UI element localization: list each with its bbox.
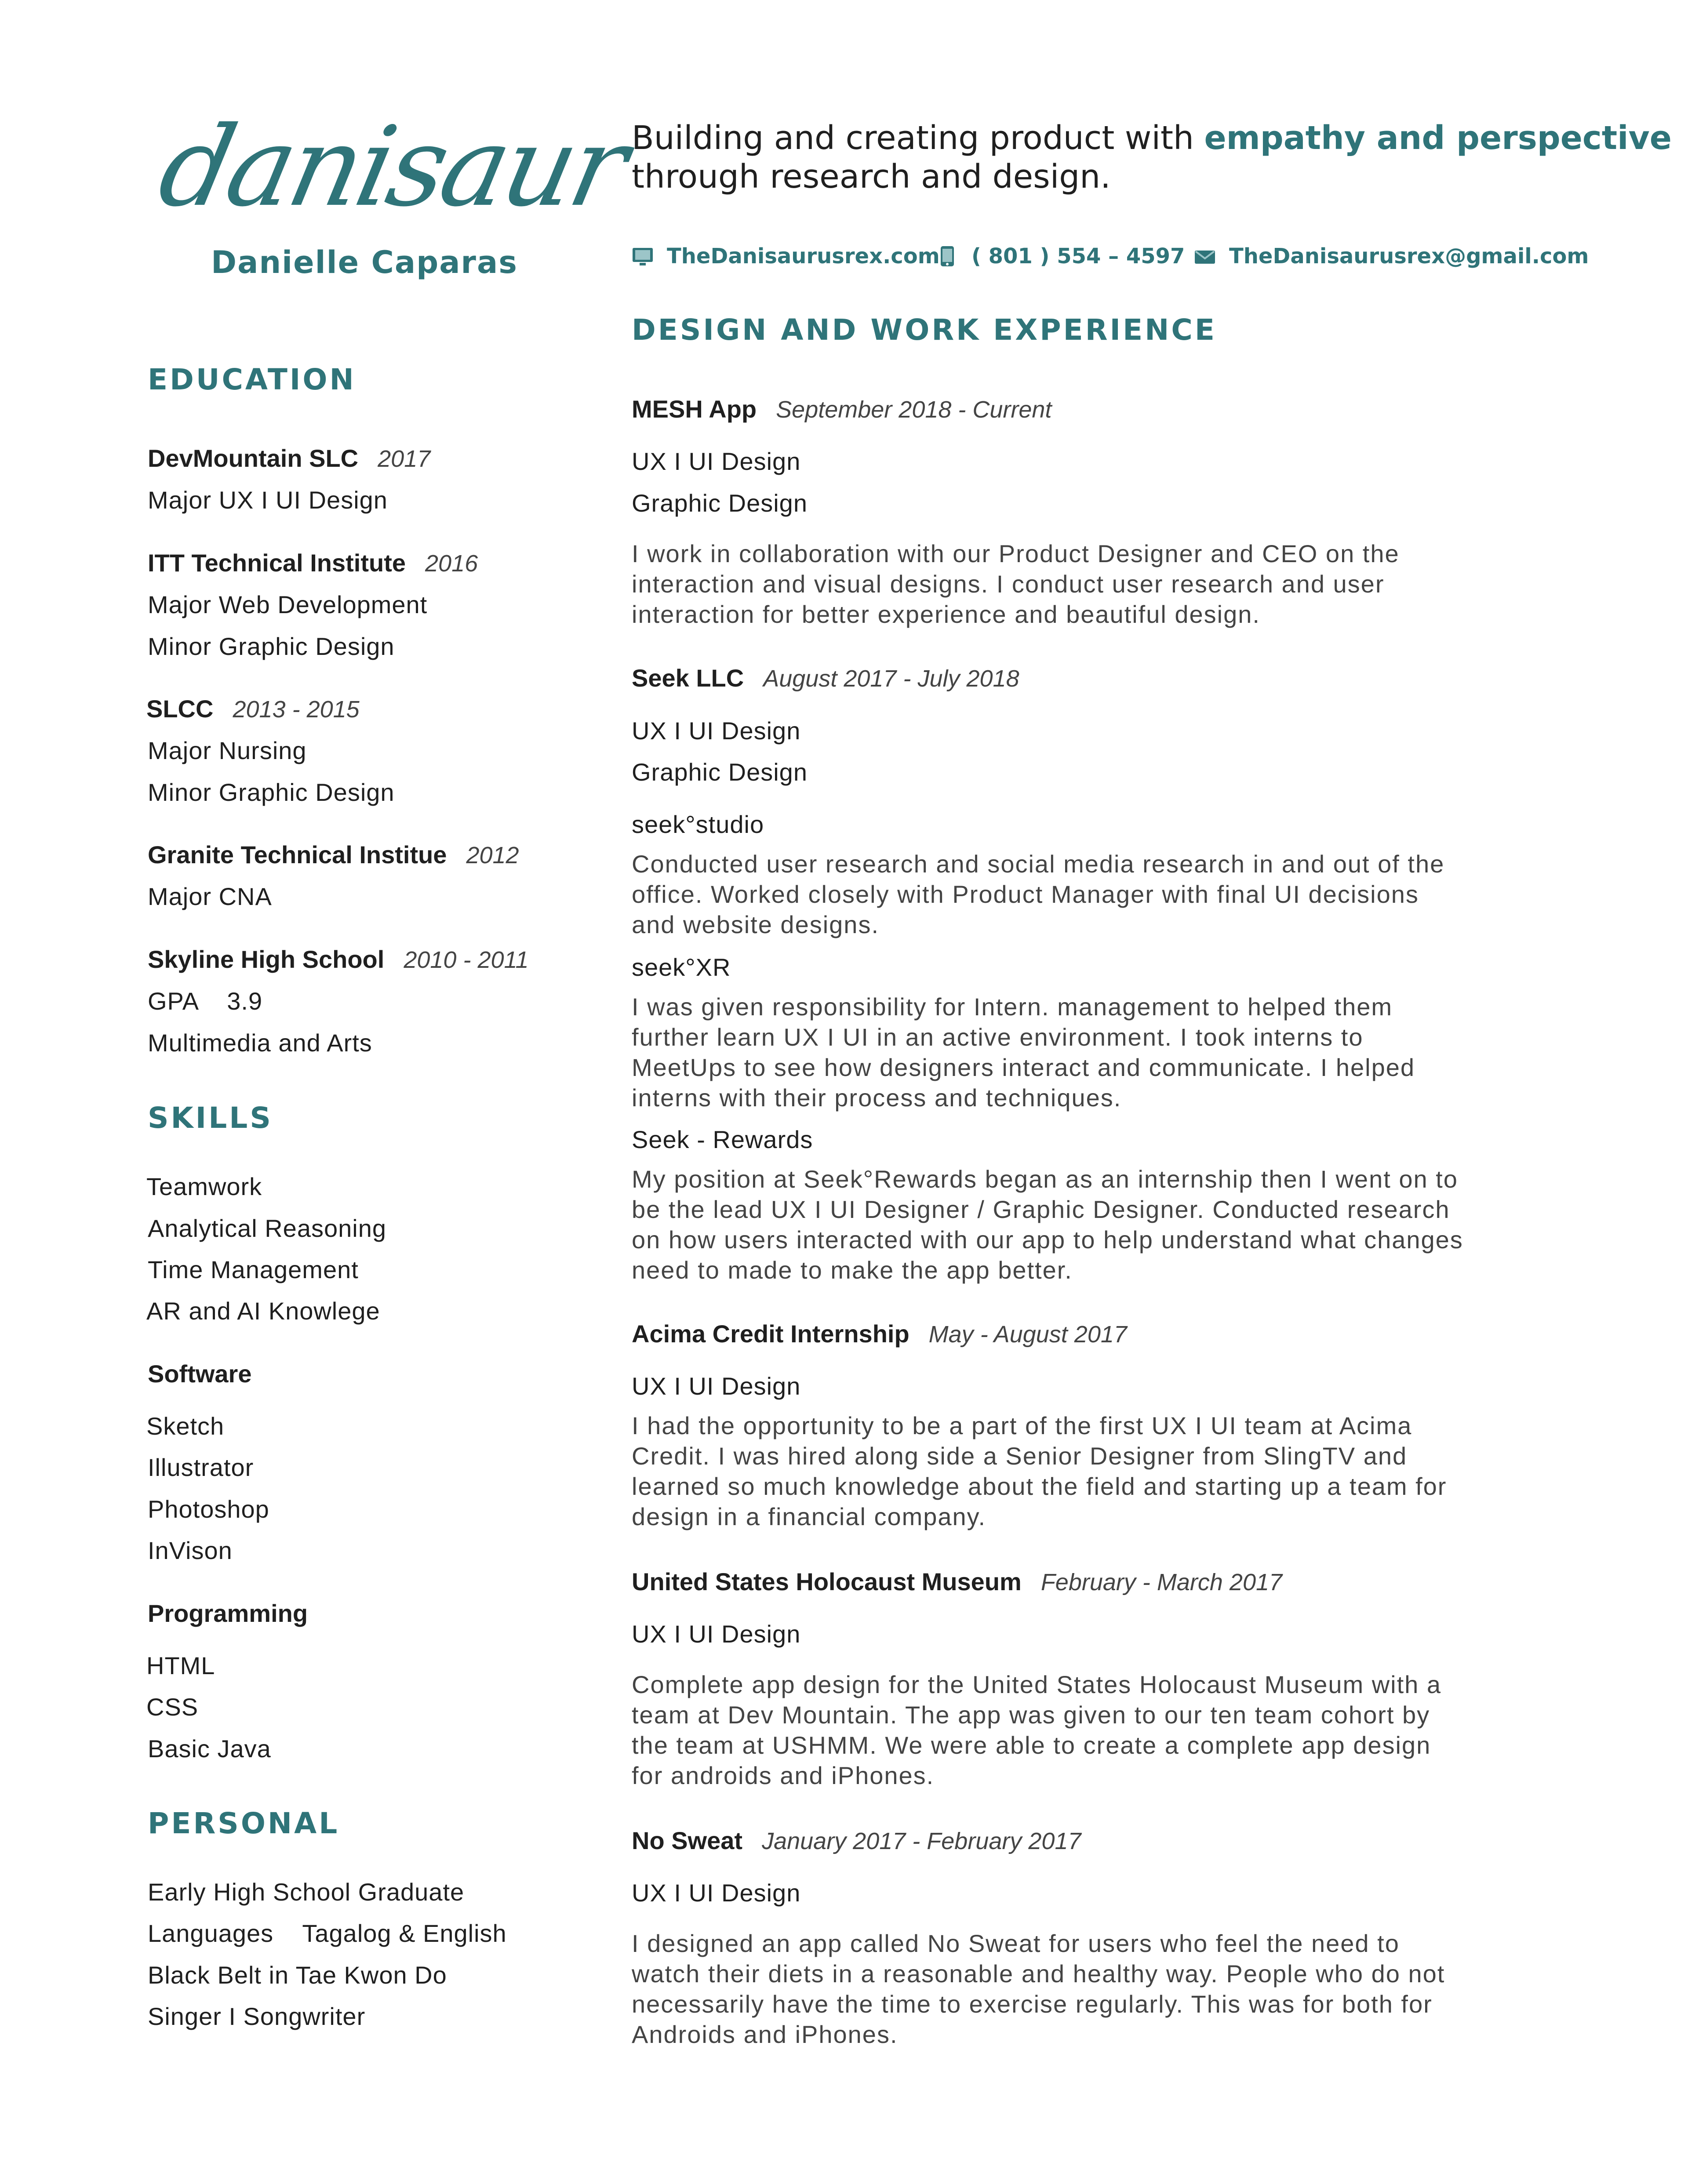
school-detail: GPA 3.9 <box>148 987 263 1015</box>
website-link[interactable]: TheDanisaurusrex.com <box>667 244 940 269</box>
school-detail: Minor Graphic Design <box>148 778 395 806</box>
job-role: UX I UI Design <box>632 717 801 745</box>
job-description: I work in collaboration with our Product Designer and CEO on the interaction and visual designs. I conduct user research and user interaction for better experience and beautiful design. <box>632 540 1400 628</box>
phone-icon <box>936 245 958 267</box>
personal-item: Languages Tagalog & English <box>148 1919 507 1947</box>
job-company: Seek LLC <box>632 664 744 692</box>
job-subsection-title: Seek - Rewards <box>632 1126 813 1153</box>
job-subsection-title: seek°XR <box>632 953 731 981</box>
job-header <box>632 1567 1282 1596</box>
job-header <box>632 664 1019 692</box>
job-dates: August 2017 - July 2018 <box>763 665 1019 692</box>
monitor-icon <box>632 245 654 267</box>
job-subsection-title: seek°studio <box>632 810 764 838</box>
skills-heading: SKILLS <box>148 1101 273 1135</box>
skill-item: AR and AI Knowlege <box>146 1297 380 1325</box>
school-year: 2016 <box>425 550 478 577</box>
software-heading: Software <box>148 1360 252 1388</box>
job-company: No Sweat <box>632 1827 743 1854</box>
job-company: United States Holocaust Museum <box>632 1568 1022 1595</box>
personal-heading: PERSONAL <box>148 1806 340 1840</box>
experience-heading: DESIGN AND WORK EXPERIENCE <box>632 313 1217 347</box>
tagline-start: Building and creating product with <box>632 119 1204 157</box>
tagline-end: through research and design. <box>632 158 1111 196</box>
school-entry <box>146 694 360 723</box>
job-role: Graphic Design <box>632 489 808 517</box>
job-subsection-text: My position at Seek°Rewards began as an internship then I went on to be the lead UX I UI Designer / Graphic Designer. Conducted research on how users interacted with our app to help understand what changes need to made to make the app better. <box>632 1165 1463 1284</box>
tagline-highlight: empathy and perspective <box>1204 119 1672 157</box>
school-year: 2012 <box>466 842 519 869</box>
school-name: DevMountain SLC <box>148 444 359 472</box>
school-detail: Major CNA <box>148 883 272 910</box>
school-detail: Major Nursing <box>148 737 307 764</box>
school-year: 2013 - 2015 <box>233 696 360 723</box>
personal-item: Black Belt in Tae Kwon Do <box>148 1961 447 1989</box>
job-role: UX I UI Design <box>632 1879 801 1907</box>
job-subsection-text: Conducted user research and social media research in and out of the office. Worked closely with Product Manager with final UI decisions and website designs. <box>632 850 1445 938</box>
phone-number[interactable]: ( 801 ) 554 – 4597 <box>971 244 1185 269</box>
job-dates: February - March 2017 <box>1040 1569 1283 1595</box>
school-year: 2017 <box>378 446 431 472</box>
skill-item: Analytical Reasoning <box>148 1214 386 1242</box>
contact-website[interactable] <box>632 241 940 272</box>
job-role: UX I UI Design <box>632 1620 801 1648</box>
skill-item: Time Management <box>148 1256 359 1283</box>
school-name: SLCC <box>146 695 214 723</box>
personal-item: Singer I Songwriter <box>148 2002 366 2030</box>
school-entry <box>148 945 529 974</box>
contact-phone[interactable] <box>936 241 1185 272</box>
job-role: Graphic Design <box>632 758 808 786</box>
full-name: Danielle Caparas <box>211 244 518 280</box>
school-year: 2010 - 2011 <box>404 947 529 973</box>
programming-item: CSS <box>146 1693 199 1721</box>
school-name: Granite Technical Institue <box>148 841 447 869</box>
software-item: Illustrator <box>148 1454 254 1481</box>
job-dates: September 2018 - Current <box>776 396 1052 423</box>
job-header <box>632 1319 1127 1348</box>
school-entry <box>148 444 430 472</box>
contact-email[interactable] <box>1194 241 1589 272</box>
email-link[interactable]: TheDanisaurusrex@gmail.com <box>1229 244 1589 269</box>
tagline <box>632 119 1672 196</box>
software-item: Sketch <box>146 1412 225 1440</box>
job-dates: May - August 2017 <box>928 1321 1127 1348</box>
programming-item: HTML <box>146 1652 215 1679</box>
skill-item: Teamwork <box>146 1173 262 1200</box>
mail-icon <box>1194 245 1216 267</box>
job-description: I designed an app called No Sweat for users who feel the need to watch their diets in a reasonable and healthy way. People who do not necessarily have the time to exercise regularly. This was for both for Androids and iPhones. <box>632 1930 1445 2048</box>
job-header <box>632 1826 1081 1855</box>
school-entry <box>148 840 519 869</box>
job-company: Acima Credit Internship <box>632 1320 909 1348</box>
programming-heading: Programming <box>148 1599 308 1627</box>
job-description: I had the opportunity to be a part of the first UX I UI team at Acima Credit. I was hired along side a Senior Designer from SlingTV and learned so much knowledge about the field and starting up a team for design in a financial company. <box>632 1412 1447 1530</box>
job-company: MESH App <box>632 395 757 423</box>
school-detail: Major UX I UI Design <box>148 486 388 514</box>
job-role: UX I UI Design <box>632 447 801 475</box>
software-item: InVison <box>148 1537 233 1564</box>
personal-item: Early High School Graduate <box>148 1878 465 1906</box>
school-detail: Major Web Development <box>148 591 428 618</box>
job-role: UX I UI Design <box>632 1372 801 1400</box>
job-dates: January 2017 - February 2017 <box>762 1828 1081 1854</box>
school-name: ITT Technical Institute <box>148 549 406 577</box>
school-entry <box>148 549 478 577</box>
education-heading: EDUCATION <box>148 363 356 396</box>
job-header <box>632 395 1051 423</box>
school-detail: Minor Graphic Design <box>148 632 395 660</box>
school-name: Skyline High School <box>148 945 385 973</box>
logo <box>149 84 635 242</box>
software-item: Photoshop <box>148 1495 269 1523</box>
job-description: Complete app design for the United States Holocaust Museum with a team at Dev Mountain. The app was given to our ten team cohort by the team at USHMM. We were able to create a complete app design for androids and iPhones. <box>632 1671 1442 1789</box>
programming-item: Basic Java <box>148 1735 271 1762</box>
school-detail: Multimedia and Arts <box>148 1029 372 1057</box>
job-subsection-text: I was given responsibility for Intern. management to helped them further learn UX I UI in an active environment. I took interns to MeetUps to see how designers interact and communicate. I helped interns with their process and techniques. <box>632 993 1415 1112</box>
logo-text: danisaur <box>149 103 635 231</box>
